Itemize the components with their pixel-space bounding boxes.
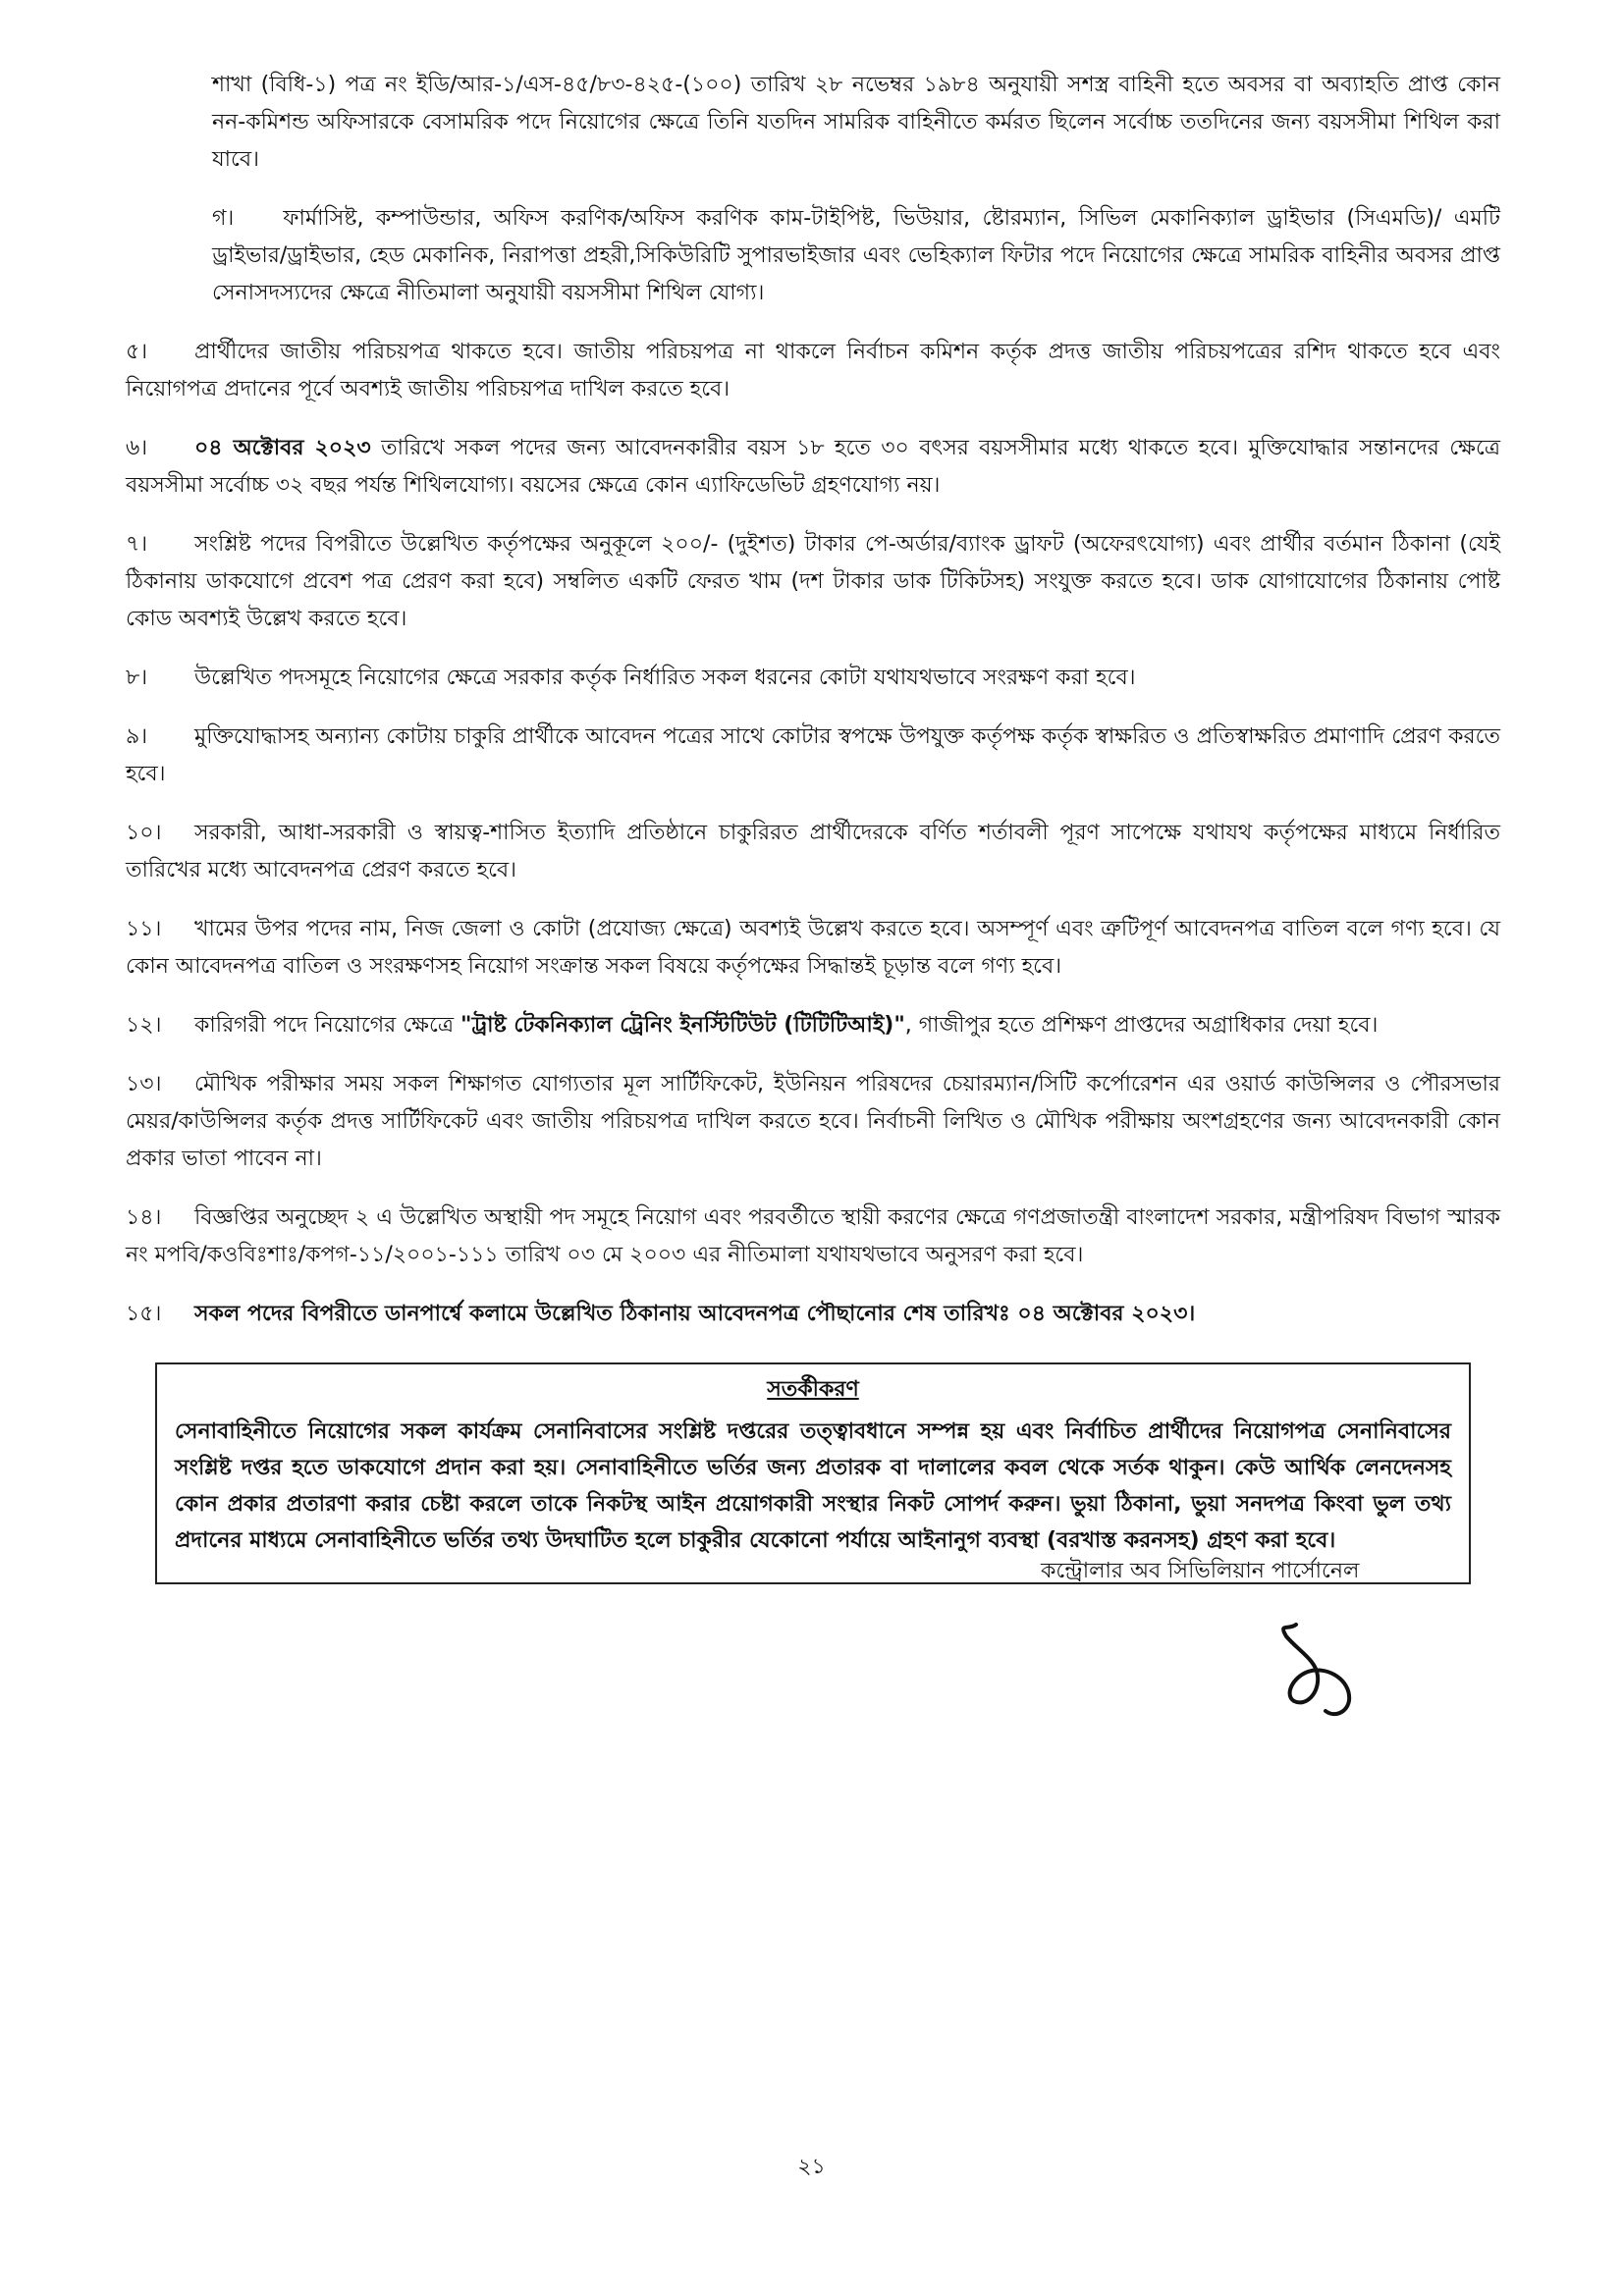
signature-block	[982, 1556, 1424, 1729]
signature-icon	[1267, 1617, 1375, 1725]
clause-text: মৌখিক পরীক্ষার সময় সকল শিক্ষাগত যোগ্যতার মূল সার্টিফিকেট, ইউনিয়ন পরিষদের চেয়ারম্যান/সিটি কর্পোরেশন এর ওয়ার্ড কাউন্সিলর ও পৌরসভার মেয়র/কাউন্সিলর কর্তৃক প্রদত্ত সার্টিফিকেট এবং জাতীয় পরিচয়পত্র দাখিল করতে হবে। নির্বাচনী লিখিত ও মৌখিক পরীক্ষায় অংশগ্রহণের জন্য আবেদনকারী কোন প্রকার ভাতা পাবেন না।	[126, 1072, 1500, 1171]
clause-number: ৯।	[126, 724, 148, 749]
warning-box	[155, 1362, 1471, 1584]
clause-10	[126, 815, 1500, 889]
clause-text: প্রার্থীদের জাতীয় পরিচয়পত্র থাকতে হবে। জাতীয় পরিচয়পত্র না থাকলে নির্বাচন কমিশন কর্তৃক প্রদত্ত জাতীয় পরিচয়পত্রের রশিদ থাকতে হবে এবং নিয়োগপত্র প্রদানের পূর্বে অবশ্যই জাতীয় পরিচয়পত্র দাখিল করতে হবে।	[126, 340, 1500, 401]
clause-number: ১৩।	[126, 1072, 162, 1096]
clause-14	[126, 1200, 1500, 1274]
clause-number: ১৪।	[126, 1205, 162, 1230]
clause-13	[126, 1066, 1500, 1178]
clause-number: ৮।	[126, 666, 148, 690]
clause-text: তারিখে সকল পদের জন্য আবেদনকারীর বয়স ১৮ হতে ৩০ বৎসর বয়সসীমার মধ্যে থাকতে হবে। মুক্তিযোদ্ধার সন্তানদের ক্ষেত্রে বয়সসীমা সর্বোচ্চ ৩২ বছর পর্যন্ত শিথিলযোগ্য। বয়সের ক্ষেত্রে কোন এ্যাফিডেভিট গ্রহণযোগ্য নয়।	[126, 436, 1500, 498]
clause-text-before: কারিগরী পদে নিয়োগের ক্ষেত্রে	[194, 1013, 461, 1038]
signer-title: কন্ট্রোলার অব সিভিলিয়ান পার্সোনেল	[1041, 1559, 1360, 1583]
clause-text: খামের উপর পদের নাম, নিজ জেলা ও কোটা (প্রযোজ্য ক্ষেত্রে) অবশ্যই উল্লেখ করতে হবে। অসম্পূর্ণ এবং ত্রুটিপূর্ণ আবেদনপত্র বাতিল বলে গণ্য হবে। যে কোন আবেদনপত্র বাতিল ও সংরক্ষণসহ নিয়োগ সংক্রান্ত সকল বিষয়ে কর্তৃপক্ষের সিদ্ধান্তই চূড়ান্ত বলে গণ্য হবে।	[126, 917, 1500, 979]
sub-item-ga	[126, 200, 1500, 312]
intro-continuation: শাখা (বিধি-১) পত্র নং ইডি/আর-১/এস-৪৫/৮৩-৪২৫-(১০০) তারিখ ২৮ নভেম্বর ১৯৮৪ অনুযায়ী সশস্ত্র বাহিনী হতে অবসর বা অব্যাহতি প্রাপ্ত কোন নন-কমিশন্ড অফিসারকে বেসামরিক পদে নিয়োগের ক্ষেত্রে তিনি যতদিন সামরিক বাহিনীতে কর্মরত ছিলেন সর্বোচ্চ ততদিনের জন্য বয়সসীমা শিথিল করা যাবে।	[212, 73, 1500, 172]
clause-5	[126, 334, 1500, 408]
page-number: ২১	[797, 2155, 826, 2179]
sub-item-label: গ।	[212, 206, 235, 231]
clause-15	[126, 1296, 1500, 1333]
clause-date: ০৪ অক্টোবর ২০২৩	[194, 436, 371, 460]
clause-text: বিজ্ঞপ্তির অনুচ্ছেদ ২ এ উল্লেখিত অস্থায়ী পদ সমূহে নিয়োগ এবং পরবর্তীতে স্থায়ী করণের ক্ষেত্রে গণপ্রজাতন্ত্রী বাংলাদেশ সরকার, মন্ত্রীপরিষদ বিভাগ স্মারক নং মপবি/কওবিঃশাঃ/কপগ-১১/২০০১-১১১ তারিখ ০৩ মে ২০০৩ এর নীতিমালা যথাযথভাবে অনুসরণ করা হবে।	[126, 1205, 1500, 1267]
clause-number: ৬।	[126, 436, 148, 460]
clause-text: সরকারী, আধা-সরকারী ও স্বায়ত্ব-শাসিত ইত্যাদি প্রতিষ্ঠানে চাকুরিরত প্রার্থীদেরকে বর্ণিত শর্তাবলী পূরণ সাপেক্ষে যথাযথ কর্তৃপক্ষের মাধ্যমে নির্ধারিত তারিখের মধ্যে আবেদনপত্র প্রেরণ করতে হবে।	[126, 821, 1500, 882]
clause-number: ৭।	[126, 532, 148, 557]
warning-title: সতর্কীকরণ	[767, 1377, 859, 1402]
clause-7	[126, 526, 1500, 638]
clause-12	[126, 1007, 1500, 1044]
clause-text: মুক্তিযোদ্ধাসহ অন্যান্য কোটায় চাকুরি প্রার্থীকে আবেদন পত্রের সাথে কোটার স্বপক্ষে উপযুক্ত কর্তৃপক্ষ কর্তৃক স্বাক্ষরিত ও প্রতিস্বাক্ষরিত প্রমাণাদি প্রেরণ করতে হবে।	[126, 724, 1500, 786]
clause-number: ১০।	[126, 821, 162, 845]
warning-text: সেনাবাহিনীতে নিয়োগের সকল কার্যক্রম সেনানিবাসের সংশ্লিষ্ট দপ্তরের তত্ত্বাবধানে সম্পন্ন হয় এবং নির্বাচিত প্রার্থীদের নিয়োগপত্র সেনানিবাসের সংশ্লিষ্ট দপ্তর হতে ডাকযোগে প্রদান করা হয়। সেনাবাহিনীতে ভর্তির জন্য প্রতারক বা দালালের কবল থেকে সর্তক থাকুন। কেউ আর্থিক লেনদেনসহ কোন প্রকার প্রতারণা করার চেষ্টা করলে তাকে নিকটস্থ আইন প্রয়োগকারী সংস্থার নিকট সোপর্দ করুন। ভুয়া ঠিকানা, ভুয়া সনদপত্র কিংবা ভুল তথ্য প্রদানের মাধ্যমে সেনাবাহিনীতে ভর্তির তথ্য উদঘাটিত হলে চাকুরীর যেকোনো পর্যায়ে আইনানুগ ব্যবস্থা (বরখাস্ত করনসহ) গ্রহণ করা হবে।	[175, 1419, 1451, 1553]
clause-6	[126, 430, 1500, 505]
clause-11	[126, 911, 1500, 986]
clause-number: ১২।	[126, 1013, 162, 1038]
clause-text: উল্লেখিত পদসমূহে নিয়োগের ক্ষেত্রে সরকার কর্তৃক নির্ধারিত সকল ধরনের কোটা যথাযথভাবে সংরক্ষণ করা হবে।	[194, 666, 1136, 690]
clause-number: ১১।	[126, 917, 162, 941]
document-body	[126, 67, 1500, 1584]
deadline-text: সকল পদের বিপরীতে ডানপার্শ্বে কলামে উল্লেখিত ঠিকানায় আবেদনপত্র পৌছানোর শেষ তারিখঃ ০৪ অক্টোবর ২০২৩।	[194, 1302, 1196, 1326]
clause-text-after: , গাজীপুর হতে প্রশিক্ষণ প্রাপ্তদের অগ্রাধিকার দেয়া হবে।	[904, 1013, 1379, 1038]
clause-number: ৫।	[126, 340, 148, 364]
sub-item-text: ফার্মাসিষ্ট, কম্পাউন্ডার, অফিস করণিক/অফিস করণিক কাম-টাইপিষ্ট, ভিউয়ার, ষ্টোরম্যান, সিভিল মেকানিক্যাল ড্রাইভার (সিএমডি)/ এমটি ড্রাইভার/ড্রাইভার, হেড মেকানিক, নিরাপত্তা প্রহরী,সিকিউরিটি সুপারভাইজার এবং ভেহিক্যাল ফিটার পদে নিয়োগের ক্ষেত্রে সামরিক বাহিনীর অবসর প্রাপ্ত সেনাসদস্যদের ক্ষেত্রে নীতিমালা অনুযায়ী বয়সসীমা শিথিল যোগ্য।	[212, 206, 1500, 305]
clause-8	[126, 660, 1500, 697]
institute-name: "ট্রাষ্ট টেকনিক্যাল ট্রেনিং ইনস্টিটিউট (টিটিটিআই)"	[460, 1013, 905, 1038]
clause-text: সংশ্লিষ্ট পদের বিপরীতে উল্লেখিত কর্তৃপক্ষের অনুকূলে ২০০/- (দুইশত) টাকার পে-অর্ডার/ব্যাংক ড্রাফট (অফেরৎযোগ্য) এবং প্রার্থীর বর্তমান ঠিকানা (যেই ঠিকানায় ডাকযোগে প্রবেশ পত্র প্রেরণ করা হবে) সম্বলিত একটি ফেরত খাম (দশ টাকার ডাক টিকিটসহ) সংযুক্ত করতে হবে। ডাক যোগাযোগের ঠিকানায় পোষ্ট কোড অবশ্যই উল্লেখ করতে হবে।	[126, 532, 1500, 631]
clause-number: ১৫।	[126, 1302, 162, 1326]
clause-9	[126, 719, 1500, 793]
